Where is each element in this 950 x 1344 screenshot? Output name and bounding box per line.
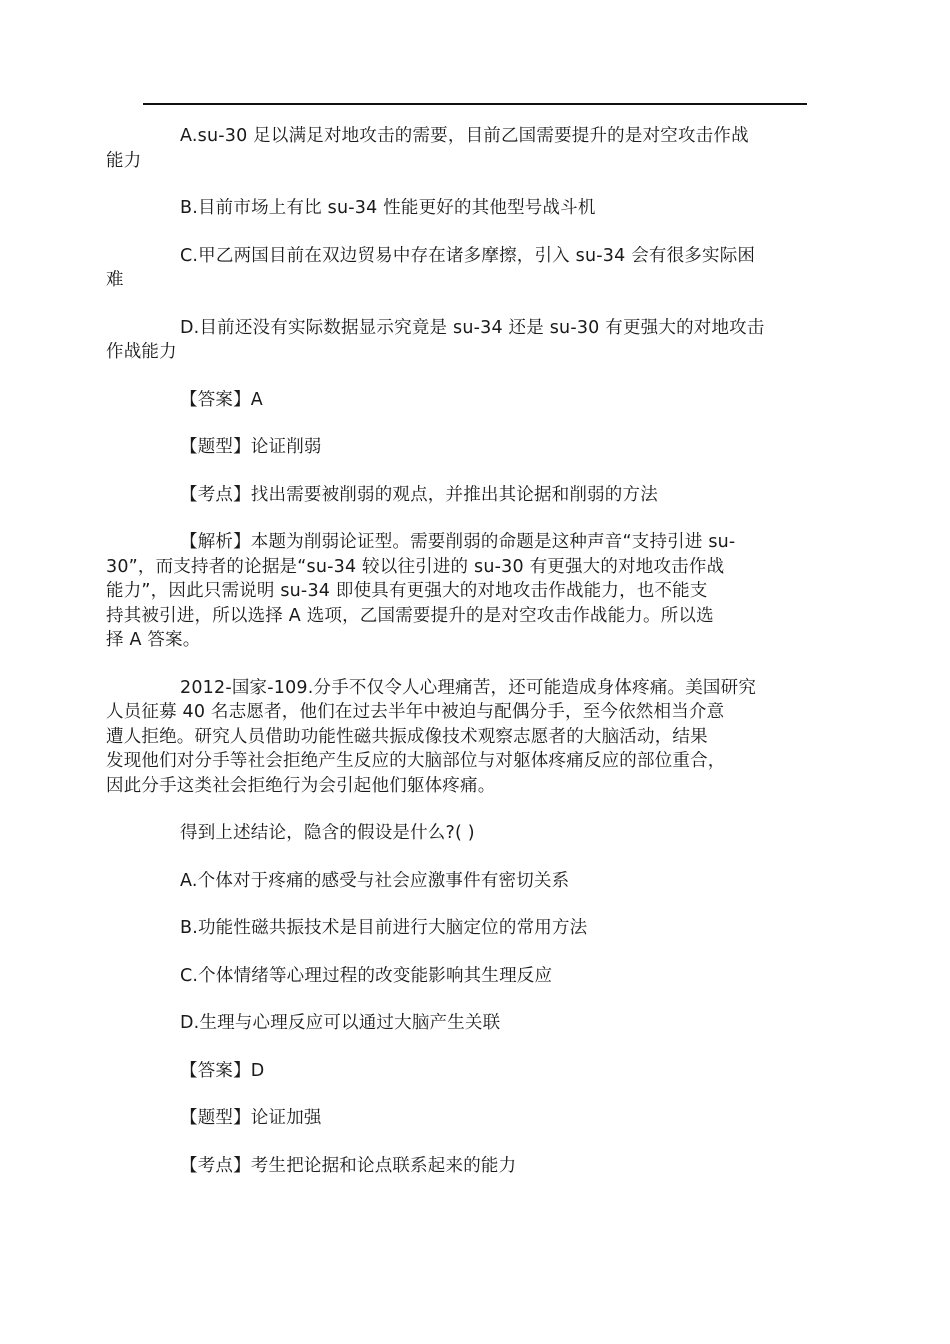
- text-line: 持其被引进，所以选择 A 选项，乙国需要提升的是对空攻击作战能力。所以选: [106, 605, 714, 626]
- paragraph-gap: [143, 798, 807, 821]
- paragraph-gap: [143, 988, 807, 1011]
- text-line: 择 A 答案。: [106, 630, 201, 650]
- text-line: 因此分手这类社会拒绝行为会引起他们躯体疼痛。: [106, 775, 496, 796]
- option-a-su30: [106, 124, 807, 173]
- text-line: 【考点】找出需要被削弱的观点，并推出其论据和削弱的方法: [180, 484, 658, 505]
- option-a-2: [143, 869, 807, 894]
- text-line: D.目前还没有实际数据显示究竟是 su-34 还是 su-30 有更强大的对地攻击: [180, 317, 765, 338]
- option-b-2: [143, 916, 807, 941]
- text-line: 遭人拒绝。研究人员借助功能性磁共振成像技术观察志愿者的大脑活动，结果: [106, 726, 708, 747]
- paragraph-gap: [143, 365, 807, 388]
- paragraph-gap: [143, 846, 807, 869]
- question-2012-109: [106, 676, 807, 799]
- text-line: D.生理与心理反应可以通过大脑产生关联: [180, 1013, 501, 1033]
- paragraph-gap: [143, 1083, 807, 1106]
- text-line: C.甲乙两国目前在双边贸易中存在诸多摩擦，引入 su-34 会有很多实际困: [180, 245, 756, 266]
- text-line: 【题型】论证削弱: [180, 437, 322, 457]
- text-line: B.目前市场上有比 su-34 性能更好的其他型号战斗机: [180, 198, 596, 218]
- text-line: 能力: [106, 150, 142, 171]
- text-line: 难: [106, 270, 124, 290]
- text-line: 【答案】A: [180, 389, 263, 410]
- text-line: A.个体对于疼痛的感受与社会应激事件有密切关系: [180, 870, 570, 891]
- document-body: [106, 124, 807, 1178]
- paragraph-gap: [143, 941, 807, 964]
- text-line: 2012-国家-109.分手不仅令人心理痛苦，还可能造成身体疼痛。美国研究: [180, 677, 757, 698]
- question-type-2: [143, 1106, 807, 1131]
- header-rule: [143, 103, 807, 105]
- paragraph-gap: [143, 1131, 807, 1154]
- text-line: 得到上述结论，隐含的假设是什么?( ): [180, 823, 475, 843]
- option-d: [106, 316, 807, 365]
- paragraph-gap: [143, 1036, 807, 1059]
- text-line: 能力”，因此只需说明 su-34 即使具有更强大的对地攻击作战能力，也不能支: [106, 581, 708, 601]
- text-line: 人员征募 40 名志愿者，他们在过去半年中被迫与配偶分手，至今依然相当介意: [106, 702, 725, 722]
- answer-1: [143, 388, 807, 413]
- option-c: [106, 244, 807, 293]
- text-line: 【考点】考生把论据和论点联系起来的能力: [180, 1155, 517, 1176]
- paragraph-gap: [143, 460, 807, 483]
- text-line: 【答案】D: [180, 1060, 265, 1081]
- text-line: A.su-30 足以满足对地攻击的需要，目前乙国需要提升的是对空攻击作战: [180, 126, 749, 146]
- paragraph-gap: [143, 293, 807, 316]
- option-d-2: [143, 1011, 807, 1036]
- key-point-2: [143, 1154, 807, 1179]
- answer-2: [143, 1059, 807, 1084]
- paragraph-gap: [143, 412, 807, 435]
- text-line: 作战能力: [106, 342, 177, 362]
- text-line: 发现他们对分手等社会拒绝产生反应的大脑部位与对躯体疼痛反应的部位重合，: [106, 751, 726, 771]
- text-line: 【题型】论证加强: [180, 1108, 322, 1128]
- paragraph-gap: [143, 173, 807, 196]
- question-type-1: [143, 435, 807, 460]
- option-b: [143, 196, 807, 221]
- question-prompt-2: [143, 821, 807, 846]
- text-line: 30”，而支持者的论据是“su-34 较以往引进的 su-30 有更强大的对地攻击作战: [106, 556, 725, 577]
- paragraph-gap: [143, 893, 807, 916]
- paragraph-gap: [143, 221, 807, 244]
- paragraph-gap: [143, 507, 807, 530]
- key-point-1: [143, 483, 807, 508]
- analysis-1: [106, 530, 807, 653]
- text-line: C.个体情绪等心理过程的改变能影响其生理反应: [180, 965, 553, 986]
- text-line: 【解析】本题为削弱论证型。需要削弱的命题是这种声音“支持引进 su-: [180, 532, 736, 552]
- option-c-2: [143, 964, 807, 989]
- text-line: B.功能性磁共振技术是目前进行大脑定位的常用方法: [180, 918, 588, 938]
- paragraph-gap: [143, 653, 807, 676]
